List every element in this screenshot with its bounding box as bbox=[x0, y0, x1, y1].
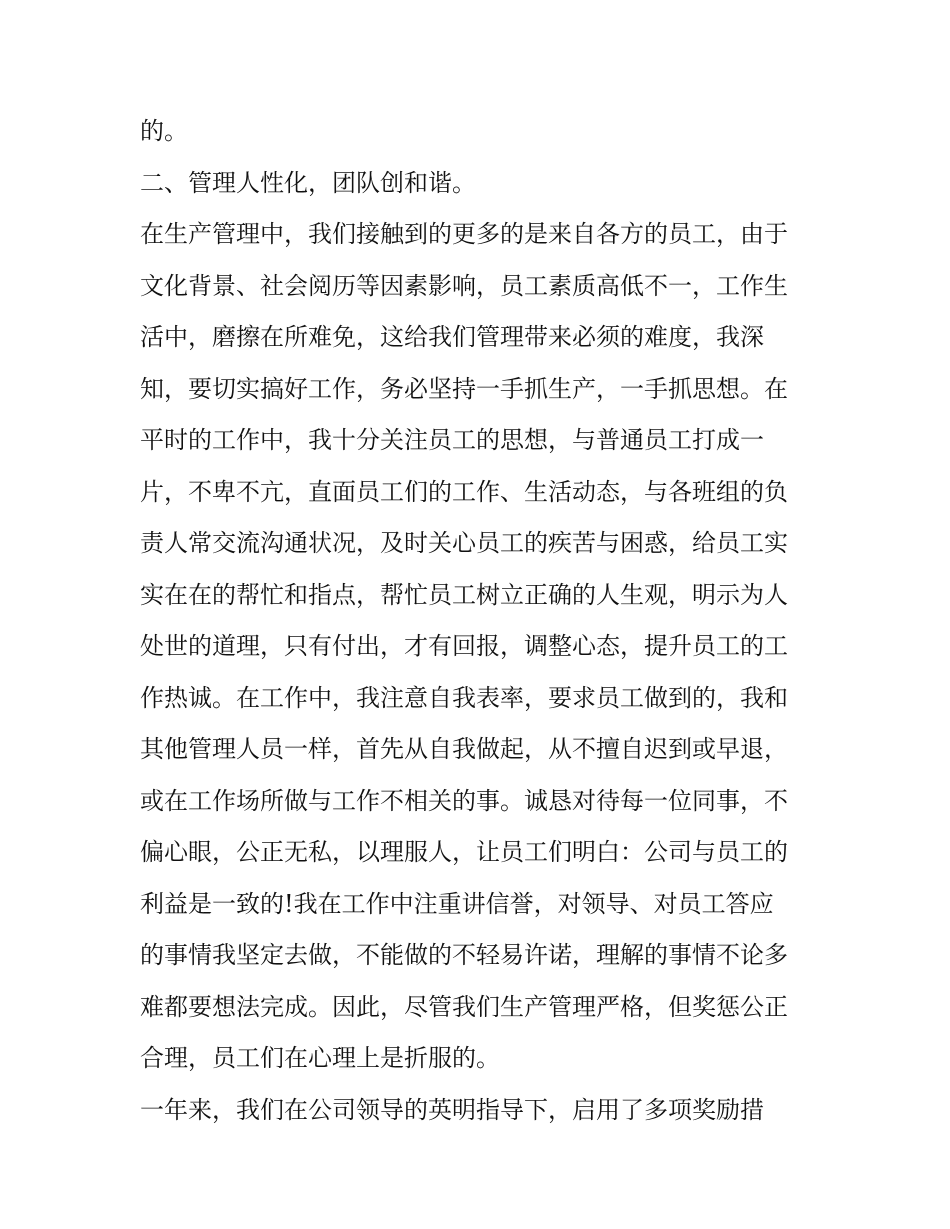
text-line: 实在在的帮忙和指点，帮忙员工树立正确的人生观，明示为人 bbox=[140, 580, 788, 609]
text-line: 一年来，我们在公司领导的英明指导下，启用了多项奖励措 bbox=[140, 1095, 764, 1124]
text-line: 知，要切实搞好工作，务必坚持一手抓生产，一手抓思想。在 bbox=[140, 374, 788, 403]
text-line: 片，不卑不亢，直面员工们的工作、生活动态，与各班组的负 bbox=[140, 477, 788, 506]
text-line: 难都要想法完成。因此，尽管我们生产管理严格，但奖惩公正 bbox=[140, 992, 788, 1021]
text-line: 平时的工作中，我十分关注员工的思想，与普通员工打成一 bbox=[140, 426, 764, 454]
text-line: 的事情我坚定去做，不能做的不轻易许诺，理解的事情不论多 bbox=[140, 941, 788, 969]
text-line: 偏心眼，公正无私，以理服人，让员工们明白：公司与员工的 bbox=[140, 838, 788, 866]
text-line: 处世的道理，只有付出，才有回报，调整心态，提升员工的工 bbox=[140, 632, 788, 660]
text-line: 文化背景、社会阅历等因素影响，员工素质高低不一，工作生 bbox=[140, 271, 788, 300]
text-line: 其他管理人员一样，首先从自我做起，从不擅自迟到或早退， bbox=[140, 735, 788, 763]
section-heading: 二、管理人性化，团队创和谐。 bbox=[140, 168, 476, 197]
text-line: 活中，磨擦在所难免，这给我们管理带来必须的难度，我深 bbox=[140, 323, 764, 351]
text-line: 或在工作场所做与工作不相关的事。诚恳对待每一位同事，不 bbox=[140, 786, 788, 815]
text-line: 合理，员工们在心理上是折服的。 bbox=[140, 1044, 500, 1072]
text-line: 利益是一致的!我在工作中注重讲信誉，对领导、对员工答应 bbox=[140, 889, 774, 918]
text-line: 在生产管理中，我们接触到的更多的是来自各方的员工，由于 bbox=[140, 220, 788, 248]
text-line: 的。 bbox=[140, 117, 188, 145]
text-line: 责人常交流沟通状况，及时关心员工的疾苦与困惑，给员工实 bbox=[140, 529, 788, 557]
text-line: 作热诚。在工作中，我注意自我表率，要求员工做到的，我和 bbox=[140, 683, 788, 712]
document-body bbox=[140, 106, 830, 1136]
